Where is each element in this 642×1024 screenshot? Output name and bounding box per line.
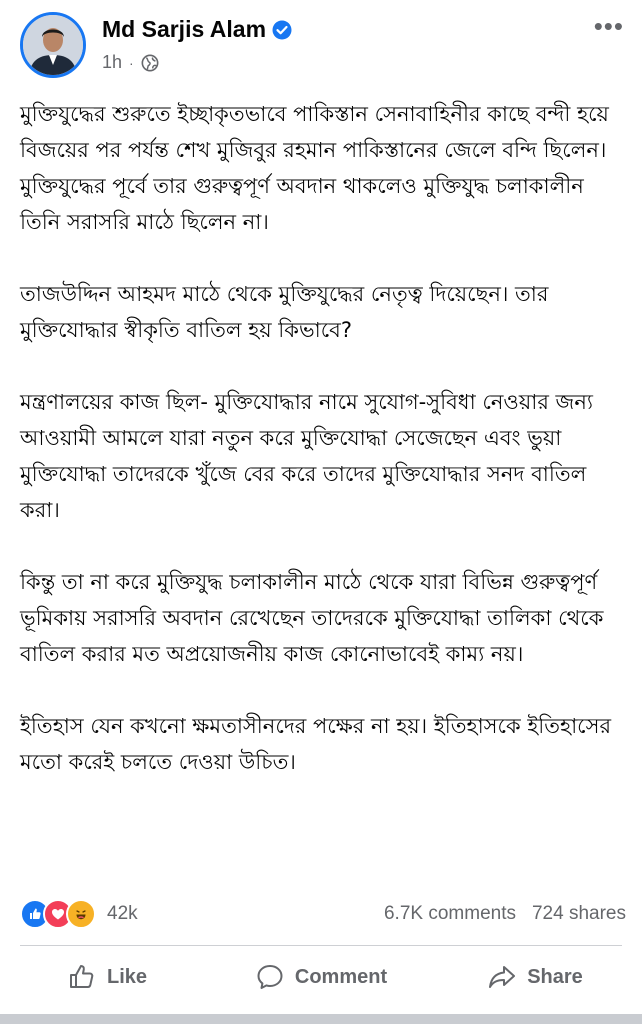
like-button[interactable] xyxy=(0,950,214,1004)
avatar[interactable] xyxy=(20,12,86,78)
globe-icon xyxy=(141,54,159,72)
post-paragraph: মুক্তিযুদ্ধের শুরুতে ইচ্ছাকৃতভাবে পাকিস্তান সেনাবাহিনীর কাছে বন্দী হয়ে বিজয়ের পর পর্যন্ত শেখ মুজিবুর রহমান পাকিস্তানের জেলে বন্দি ছিলেন। মুক্তিযুদ্ধের পূর্বে তার গুরুত্বপূর্ণ অবদান থাকলেও মুক্তিযুদ্ধ চলাকালীন তিনি সরাসরি মাঠে ছিলেন না। xyxy=(20,102,609,234)
post-body xyxy=(20,96,626,816)
post-time[interactable]: 1h xyxy=(102,52,123,72)
separator-dot: · xyxy=(129,54,134,71)
thumbs-up-icon xyxy=(67,962,97,992)
comment-label: Comment xyxy=(294,965,388,988)
comment-button[interactable] xyxy=(214,950,428,1004)
reaction-count: 42k xyxy=(107,903,138,924)
shares-count[interactable]: 724 shares xyxy=(531,903,626,924)
comment-bubble-icon xyxy=(255,962,285,992)
divider xyxy=(20,945,622,946)
post-paragraph: তাজউদ্দিন আহমদ মাঠে থেকে মুক্তিযুদ্ধের নেতৃত্ব দিয়েছেন। তার মুক্তিযোদ্ধার স্বীকৃতি বাতিল হয় কিভাবে? xyxy=(20,282,549,342)
engagement-stats xyxy=(20,896,626,932)
share-arrow-icon xyxy=(487,962,517,992)
post-header xyxy=(0,0,642,90)
more-options-icon[interactable]: ••• xyxy=(593,11,624,41)
post-paragraph: কিন্তু তা না করে মুক্তিযুদ্ধ চলাকালীন মাঠে থেকে যারা বিভিন্ন গুরুত্বপূর্ণ ভূমিকায় সরাসরি অবদান রেখেছেন তাদেরকে মুক্তিযোদ্ধা তালিকা থেকে বাতিল করার মত অপ্রয়োজনীয় কাজ কোনোভাবেই কাম্য নয়। xyxy=(20,570,604,666)
like-label: Like xyxy=(106,965,148,988)
comments-count[interactable]: 6.7K comments xyxy=(383,903,516,924)
feed-separator xyxy=(0,1014,642,1024)
share-button[interactable] xyxy=(428,950,642,1004)
post-paragraph: মন্ত্রণালয়ের কাজ ছিল- মুক্তিযোদ্ধার নামে সুযোগ-সুবিধা নেওয়ার জন্য আওয়ামী আমলে যারা নতুন করে মুক্তিযোদ্ধা সেজেছেন এবং ভুয়া মুক্তিযোদ্ধা তাদেরকে খুঁজে বের করে তাদের মুক্তিযোদ্ধার সনদ বাতিল করা। xyxy=(20,390,593,522)
reaction-summary[interactable] xyxy=(20,899,138,929)
avatar-photo xyxy=(23,15,83,75)
share-label: Share xyxy=(527,965,583,988)
haha-reaction-icon xyxy=(66,899,96,929)
verified-badge-icon xyxy=(272,20,292,40)
author-name[interactable]: Md Sarjis Alam xyxy=(102,16,267,42)
post-paragraph: ইতিহাস যেন কখনো ক্ষমতাসীনদের পক্ষের না হয়। ইতিহাসকে ইতিহাসের মতো করেই চলতে দেওয়া উচিত। xyxy=(20,714,612,774)
action-bar xyxy=(0,950,642,1004)
